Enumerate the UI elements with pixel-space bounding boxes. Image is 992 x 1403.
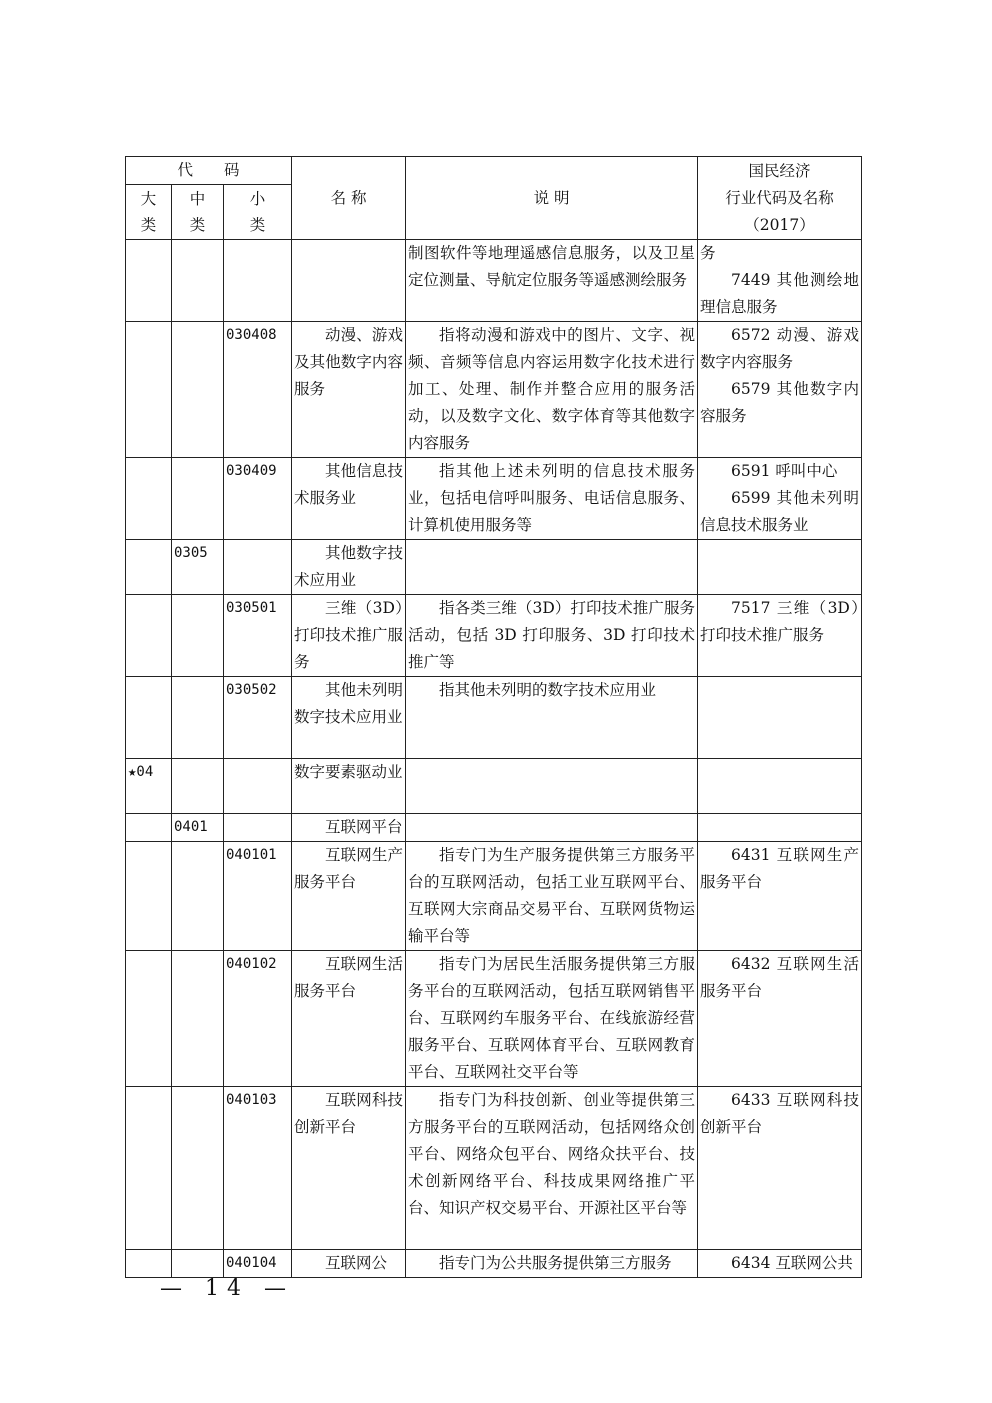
cell-name: 其他未列明数字技术应用业 (292, 677, 406, 759)
industry-entry: 6433 互联网科技创新平台 (700, 1091, 860, 1136)
description-paragraph: 指专门为居民生活服务提供第三方服务平台的互联网活动，包括互联网销售平台、互联网约车服务平台、在线旅游经营服务平台、互联网体育平台、互联网教育平台、互联网社交平台等 (408, 955, 696, 1081)
table-row (126, 759, 862, 814)
cell-industry-code (698, 1087, 862, 1250)
cell-description (406, 842, 698, 951)
header-xiao: 小类 (224, 185, 292, 240)
cell-da (126, 814, 172, 842)
cell-xiao: 030502 (224, 677, 292, 759)
description-paragraph: 指其他未列明的数字技术应用业 (439, 681, 657, 699)
table-row (126, 1250, 862, 1278)
cell-description (406, 458, 698, 540)
table-row (126, 240, 862, 322)
cell-description (406, 677, 698, 759)
table-body (126, 240, 862, 1278)
cell-name: 互联网生活服务平台 (292, 951, 406, 1087)
cell-xiao (224, 540, 292, 595)
industry-entry: 6579 其他数字内容服务 (700, 380, 860, 425)
description-paragraph: 指各类三维（3D）打印技术推广服务活动，包括 3D 打印服务、3D 打印技术推广等 (408, 599, 696, 671)
table-row (126, 458, 862, 540)
cell-name: 数字要素驱动业 (292, 759, 406, 814)
description-paragraph: 指其他上述未列明的信息技术服务业，包括电信呼叫服务、电话信息服务、计算机使用服务等 (408, 462, 696, 534)
cell-da: ★04 (126, 759, 172, 814)
industry-entry: 6591 呼叫中心 (731, 462, 838, 480)
cell-industry-code (698, 458, 862, 540)
cell-industry-code (698, 842, 862, 951)
cell-name: 互联网科技创新平台 (292, 1087, 406, 1250)
cell-da (126, 951, 172, 1087)
cell-name: 互联网平台 (292, 814, 406, 842)
cell-industry-code (698, 677, 862, 759)
table-row (126, 540, 862, 595)
cell-da (126, 595, 172, 677)
cell-xiao: 040104 (224, 1250, 292, 1278)
cell-zhong (172, 842, 224, 951)
industry-entry: 7449 其他测绘地理信息服务 (700, 271, 860, 316)
cell-name: 互联网公 (292, 1250, 406, 1278)
cell-zhong (172, 458, 224, 540)
cell-industry-code (698, 1250, 862, 1278)
page-number: — 14 — (160, 1276, 294, 1301)
cell-name: 其他信息技术服务业 (292, 458, 406, 540)
cell-da (126, 458, 172, 540)
industry-entry: 6432 互联网生活服务平台 (700, 955, 860, 1000)
cell-zhong (172, 677, 224, 759)
cell-zhong (172, 951, 224, 1087)
cell-zhong (172, 595, 224, 677)
cell-description (406, 1250, 698, 1278)
cell-description (406, 814, 698, 842)
cell-xiao: 040101 (224, 842, 292, 951)
cell-xiao: 030409 (224, 458, 292, 540)
cell-name: 三维（3D）打印技术推广服务 (292, 595, 406, 677)
cell-xiao (224, 759, 292, 814)
cell-description (406, 540, 698, 595)
cell-description (406, 322, 698, 458)
industry-entry: 7517 三维（3D）打印技术推广服务 (700, 599, 860, 644)
cell-zhong: 0401 (172, 814, 224, 842)
table-row (126, 814, 862, 842)
table-row (126, 595, 862, 677)
cell-description (406, 595, 698, 677)
cell-xiao (224, 814, 292, 842)
table-row (126, 677, 862, 759)
cell-zhong (172, 240, 224, 322)
description-paragraph: 指专门为生产服务提供第三方服务平台的互联网活动，包括工业互联网平台、互联网大宗商品交易平台、互联网货物运输平台等 (408, 846, 696, 945)
cell-xiao (224, 240, 292, 322)
description-paragraph: 制图软件等地理遥感信息服务，以及卫星定位测量、导航定位服务等遥感测绘服务 (408, 244, 696, 289)
cell-xiao: 030408 (224, 322, 292, 458)
cell-industry-code (698, 951, 862, 1087)
cell-description (406, 759, 698, 814)
cell-name: 动漫、游戏及其他数字内容服务 (292, 322, 406, 458)
cell-da (126, 322, 172, 458)
table-row (126, 951, 862, 1087)
cell-zhong (172, 759, 224, 814)
cell-industry-code (698, 595, 862, 677)
cell-industry-code (698, 759, 862, 814)
cell-da (126, 842, 172, 951)
table-row (126, 842, 862, 951)
table-header (126, 157, 862, 240)
cell-da (126, 1250, 172, 1278)
header-industry-code (698, 157, 862, 240)
industry-entry: 务 (700, 244, 716, 262)
cell-name: 互联网生产服务平台 (292, 842, 406, 951)
cell-xiao: 040103 (224, 1087, 292, 1250)
cell-description (406, 240, 698, 322)
cell-zhong (172, 1250, 224, 1278)
table-row (126, 1087, 862, 1250)
header-da: 大类 (126, 185, 172, 240)
cell-industry-code (698, 240, 862, 322)
description-paragraph: 指专门为公共服务提供第三方服务 (439, 1254, 672, 1272)
cell-xiao: 040102 (224, 951, 292, 1087)
cell-xiao: 030501 (224, 595, 292, 677)
cell-industry-code (698, 814, 862, 842)
description-paragraph: 指将动漫和游戏中的图片、文字、视频、音频等信息内容运用数字化技术进行加工、处理、制作并整合应用的服务活动，以及数字文化、数字体育等其他数字内容服务 (408, 326, 696, 452)
industry-entry: 6431 互联网生产服务平台 (700, 846, 860, 891)
description-paragraph: 指专门为科技创新、创业等提供第三方服务平台的互联网活动，包括网络众创平台、网络众包平台、网络众扶平台、技术创新网络平台、科技成果网络推广平台、知识产权交易平台、开源社区平台等 (408, 1091, 696, 1217)
header-industry-text: 国民经济 行业代码及名称 （2017） (725, 161, 834, 234)
cell-name: 其他数字技术应用业 (292, 540, 406, 595)
cell-description (406, 951, 698, 1087)
cell-name (292, 240, 406, 322)
cell-da (126, 240, 172, 322)
industry-entry: 6572 动漫、游戏数字内容服务 (700, 326, 860, 371)
industry-entry: 6599 其他未列明信息技术服务业 (700, 489, 860, 534)
cell-description (406, 1087, 698, 1250)
cell-industry-code (698, 322, 862, 458)
cell-industry-code (698, 540, 862, 595)
header-description: 说 明 (406, 157, 698, 240)
cell-zhong (172, 1087, 224, 1250)
cell-zhong (172, 322, 224, 458)
classification-table (125, 156, 862, 1278)
header-name: 名 称 (292, 157, 406, 240)
cell-da (126, 677, 172, 759)
header-code-group: 代 码 (126, 157, 292, 185)
industry-entry: 6434 互联网公共 (731, 1254, 853, 1272)
cell-da (126, 540, 172, 595)
table-row (126, 322, 862, 458)
cell-zhong: 0305 (172, 540, 224, 595)
header-zhong: 中类 (172, 185, 224, 240)
cell-da (126, 1087, 172, 1250)
